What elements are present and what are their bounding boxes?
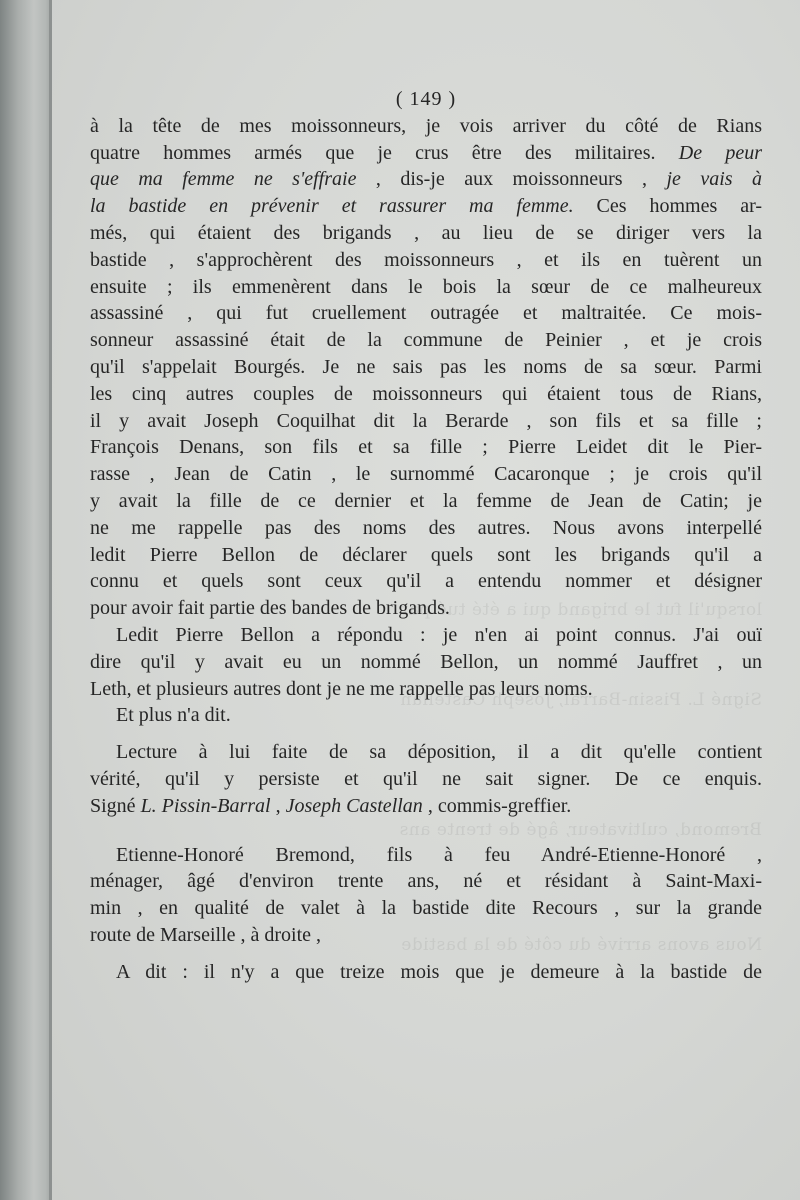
text-line bbox=[90, 922, 762, 949]
text-line bbox=[90, 959, 762, 986]
text-line bbox=[90, 793, 762, 820]
text-run: quatre hommes armés que je crus être des militaires. bbox=[90, 141, 679, 164]
text-line bbox=[90, 895, 762, 922]
text-run: min , en qualité de valet à la bastide dite Recours , sur la grande bbox=[90, 897, 762, 920]
text-run: bastide , s'approchèrent des moissonneurs , et ils en tuèrent un bbox=[90, 248, 762, 271]
text-run: , commis-greffier. bbox=[422, 794, 572, 817]
text-run: A dit : il n'y a que treize mois que je demeure à la bastide de bbox=[116, 960, 762, 983]
text-run: ne me rappelle pas des noms des autres. Nous avons interpellé bbox=[90, 516, 762, 539]
italic-text: que ma femme ne s'effraie bbox=[90, 168, 357, 191]
text-line bbox=[90, 568, 762, 595]
text-line bbox=[90, 595, 762, 622]
text-line bbox=[90, 247, 762, 274]
text-line bbox=[90, 702, 762, 729]
text-run: y avait la fille de ce dernier et la femme de Jean de Catin; je bbox=[90, 489, 762, 512]
text-line bbox=[90, 622, 762, 649]
text-line bbox=[90, 381, 762, 408]
text-line bbox=[90, 220, 762, 247]
text-run: Signé bbox=[90, 794, 141, 817]
text-line bbox=[90, 676, 762, 703]
text-run: vérité, qu'il y persiste et qu'il ne sait signer. De ce enquis. bbox=[90, 767, 762, 790]
text-run: sonneur assassiné était de la commune de Peinier , et je crois bbox=[90, 329, 762, 352]
text-run: dire qu'il y avait eu un nommé Bellon, un nommé Jauffret , un bbox=[90, 650, 762, 673]
text-line bbox=[90, 542, 762, 569]
bleed-through-text: Nous avons arrivé du côté de la bastide bbox=[400, 935, 762, 955]
italic-text: Joseph Castellan bbox=[285, 794, 423, 817]
text-line bbox=[90, 488, 762, 515]
text-line bbox=[90, 868, 762, 895]
text-run: à la tête de mes moissonneurs, je vois arriver du côté de Rians bbox=[90, 114, 762, 137]
text-run: François Denans, son fils et sa fille ; Pierre Leidet dit le Pier- bbox=[90, 436, 762, 459]
text-run: ensuite ; ils emmenèrent dans le bois la sœur de ce malheureux bbox=[90, 275, 762, 298]
text-line bbox=[90, 300, 762, 327]
paragraph-gap bbox=[90, 820, 762, 842]
text-run: assassiné , qui fut cruellement outragée et maltraitée. Ce mois- bbox=[90, 302, 762, 325]
text-run: Lecture à lui faite de sa déposition, il a dit qu'elle contient bbox=[116, 741, 762, 764]
paragraph-gap bbox=[90, 729, 762, 739]
text-line bbox=[90, 354, 762, 381]
text-run: més, qui étaient des brigands , au lieu de se diriger vers la bbox=[90, 221, 762, 244]
paragraph-gap bbox=[90, 949, 762, 959]
bleed-through-text: Bremond, cultivateur, âgé de trente ans bbox=[399, 820, 762, 840]
text-line bbox=[90, 739, 762, 766]
text-line bbox=[90, 274, 762, 301]
text-line bbox=[90, 193, 762, 220]
text-run: Ledit Pierre Bellon a répondu : je n'en ai point connus. J'ai ouï bbox=[116, 623, 762, 646]
text-run: Etienne-Honoré Bremond, fils à feu André-Etienne-Honoré , bbox=[116, 843, 762, 866]
text-run: , dis-je aux moissonneurs , bbox=[356, 168, 667, 191]
text-run: il y avait Joseph Coquilhat dit la Berarde , son fils et sa fille ; bbox=[90, 409, 762, 432]
text-line bbox=[90, 408, 762, 435]
text-run: Leth, et plusieurs autres dont je ne me rappelle pas leurs noms. bbox=[90, 677, 593, 700]
text-line bbox=[90, 327, 762, 354]
text-run: Ces hommes ar- bbox=[573, 195, 762, 218]
text-line bbox=[90, 649, 762, 676]
page-text bbox=[90, 86, 762, 986]
italic-text: je vais à bbox=[666, 168, 762, 191]
book-gutter bbox=[0, 0, 52, 1200]
text-run: ménager, âgé d'environ trente ans, né et résidant à Saint-Maxi- bbox=[90, 870, 762, 893]
text-run: rasse , Jean de Catin , le surnommé Cacaronque ; je crois qu'il bbox=[90, 463, 762, 486]
text-run: ledit Pierre Bellon de déclarer quels sont les brigands qu'il a bbox=[90, 543, 762, 566]
text-line bbox=[90, 461, 762, 488]
text-run: pour avoir fait partie des bandes de brigands. bbox=[90, 597, 450, 620]
text-line bbox=[90, 842, 762, 869]
text-run: route de Marseille , à droite , bbox=[90, 923, 322, 946]
bleed-through-text: lorsqu'il fut le brigand qui a été tué par bbox=[399, 600, 762, 620]
italic-text: L. Pissin-Barral bbox=[140, 794, 271, 817]
italic-text: De peur bbox=[678, 141, 763, 164]
text-line bbox=[90, 140, 762, 167]
text-line bbox=[90, 166, 762, 193]
text-run: qu'il s'appelait Bourgés. Je ne sais pas les noms de sa sœur. Parmi bbox=[90, 355, 762, 378]
text-line bbox=[90, 434, 762, 461]
text-run: les cinq autres couples de moissonneurs qui étaient tous de Rians, bbox=[90, 382, 762, 405]
text-line bbox=[90, 515, 762, 542]
italic-text: la bastide en prévenir et rassurer ma femme. bbox=[90, 195, 574, 218]
text-line bbox=[90, 113, 762, 140]
bleed-through-text: Signé L. Pissin-Barral, Joseph Castellan bbox=[400, 690, 762, 710]
text-line bbox=[90, 766, 762, 793]
text-run: , bbox=[270, 794, 286, 817]
text-run: connu et quels sont ceux qu'il a entendu nommer et désigner bbox=[90, 570, 762, 593]
text-run: Et plus n'a dit. bbox=[116, 704, 231, 727]
page-number: ( 149 ) bbox=[395, 88, 457, 110]
